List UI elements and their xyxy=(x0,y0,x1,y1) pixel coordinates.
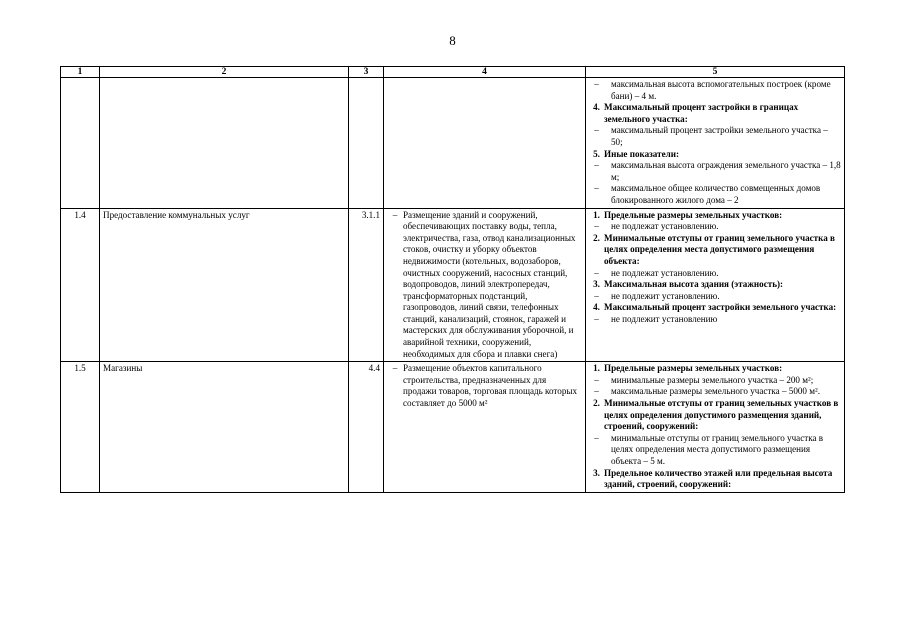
cell-number xyxy=(61,78,100,209)
cell-description xyxy=(384,362,586,493)
heading-number: 3. xyxy=(593,467,600,478)
land-use-table xyxy=(60,66,845,493)
dash-marker: – xyxy=(594,432,599,443)
parameter-item xyxy=(589,183,841,206)
parameter-text: Предельное количество этажей или предельная высота зданий, строений, сооружений: xyxy=(604,467,833,490)
table-row xyxy=(61,362,845,493)
parameter-item xyxy=(589,160,841,183)
dash-marker: – xyxy=(594,290,599,301)
dash-marker: – xyxy=(392,363,398,374)
description-text: Размещение объектов капитального строительства, предназначенных для продажи товаров, торговая площадь которых составляет до 5000 м² xyxy=(403,363,578,409)
parameter-text: Предельные размеры земельных участков: xyxy=(604,363,783,374)
cell-description xyxy=(384,208,586,362)
parameter-text: не подлежат установлению. xyxy=(611,267,719,278)
parameter-heading xyxy=(589,102,841,125)
dash-marker: – xyxy=(594,221,599,232)
parameter-text: Иные показатели: xyxy=(604,148,679,159)
parameter-item xyxy=(589,314,841,326)
heading-number: 2. xyxy=(593,398,600,409)
dash-marker: – xyxy=(392,209,398,220)
cell-use-name: Предоставление коммунальных услуг xyxy=(100,208,349,362)
heading-number: 1. xyxy=(593,363,600,374)
col-header-3: 3 xyxy=(349,67,384,78)
parameter-text: не подлежит установлению xyxy=(611,313,718,324)
parameter-text: Предельные размеры земельных участков: xyxy=(604,209,783,220)
table-row xyxy=(61,78,845,209)
parameter-text: максимальное общее количество совмещенных домов блокированного жилого дома – 2 xyxy=(611,183,821,205)
parameter-text: Максимальный процент застройки земельного участка: xyxy=(604,302,837,313)
parameter-text: Минимальные отступы от границ земельного участка в целях определения места допустимого размещения объекта: xyxy=(604,232,835,266)
dash-marker: – xyxy=(594,160,599,171)
cell-parameters xyxy=(586,208,845,362)
parameter-heading xyxy=(589,210,841,222)
parameter-item xyxy=(589,221,841,233)
parameter-heading xyxy=(589,233,841,268)
dash-marker: – xyxy=(594,374,599,385)
parameter-text: Максимальная высота здания (этажность): xyxy=(604,279,784,290)
cell-parameters xyxy=(586,78,845,209)
parameter-item xyxy=(589,79,841,102)
parameter-text: минимальные размеры земельного участка – 200 м²; xyxy=(611,374,814,385)
cell-number: 1.4 xyxy=(61,208,100,362)
parameter-heading xyxy=(589,149,841,161)
parameter-text: минимальные отступы от границ земельного участка в целях определения места допустимого размещения объекта – 5 м. xyxy=(611,432,824,466)
parameter-text: максимальный процент застройки земельного участка – 50; xyxy=(611,125,828,147)
col-header-4: 4 xyxy=(384,67,586,78)
parameter-item xyxy=(589,375,841,387)
dash-marker: – xyxy=(594,183,599,194)
parameter-text: Максимальный процент застройки в границах земельного участка: xyxy=(604,102,799,124)
parameter-text: Минимальные отступы от границ земельных участков в целях определения допустимого размещения зданий, строений, сооружений: xyxy=(604,398,839,432)
table-row xyxy=(61,208,845,362)
parameter-text: максимальная высота вспомогательных построек (кроме бани) – 4 м. xyxy=(611,79,831,101)
parameter-heading xyxy=(589,398,841,433)
description-text: Размещение зданий и сооружений, обеспечивающих поставку воды, тепла, электричества, газа, отвод канализационных стоков, очистку и уборку объектов недвижимости (котельных, водозаборов, очистных сооружений, насосных станций, водопроводов, линий электропередач, трансформаторных подстанций, газопроводов, линий связи, телефонных станций, канализаций, стоянок, гаражей и мастерских для обслуживания уборочной, и аварийной техники, сооружений, необходимых для сбора и плавки снега) xyxy=(403,209,576,359)
parameter-heading xyxy=(589,279,841,291)
parameter-heading xyxy=(589,468,841,491)
parameter-text: не подлежит установлению. xyxy=(611,290,720,301)
parameter-text: не подлежат установлению. xyxy=(611,221,719,232)
heading-number: 1. xyxy=(593,209,600,220)
col-header-5: 5 xyxy=(586,67,845,78)
cell-code xyxy=(349,78,384,209)
parameter-item xyxy=(589,291,841,303)
cell-code: 4.4 xyxy=(349,362,384,493)
heading-number: 4. xyxy=(593,102,600,113)
dash-marker: – xyxy=(594,79,599,89)
parameter-text: максимальная высота ограждения земельного участка – 1,8 м; xyxy=(611,160,841,182)
cell-description xyxy=(384,78,586,209)
heading-number: 5. xyxy=(593,148,600,159)
header-row xyxy=(61,67,845,78)
cell-parameters xyxy=(586,362,845,493)
cell-use-name: Магазины xyxy=(100,362,349,493)
cell-number: 1.5 xyxy=(61,362,100,493)
dash-marker: – xyxy=(594,267,599,278)
parameter-item xyxy=(589,268,841,280)
parameter-heading xyxy=(589,363,841,375)
parameter-item xyxy=(589,386,841,398)
page-number: 8 xyxy=(449,33,456,48)
col-header-1: 1 xyxy=(61,67,100,78)
parameter-item xyxy=(589,125,841,148)
cell-use-name xyxy=(100,78,349,209)
cell-code: 3.1.1 xyxy=(349,208,384,362)
col-header-2: 2 xyxy=(100,67,349,78)
heading-number: 3. xyxy=(593,279,600,290)
heading-number: 2. xyxy=(593,232,600,243)
table-body xyxy=(61,78,845,493)
parameter-heading xyxy=(589,302,841,314)
dash-marker: – xyxy=(594,313,599,324)
dash-marker: – xyxy=(594,125,599,136)
dash-marker: – xyxy=(594,386,599,397)
heading-number: 4. xyxy=(593,302,600,313)
parameter-item xyxy=(589,433,841,468)
parameter-text: максимальные размеры земельного участка – 5000 м². xyxy=(611,386,821,397)
